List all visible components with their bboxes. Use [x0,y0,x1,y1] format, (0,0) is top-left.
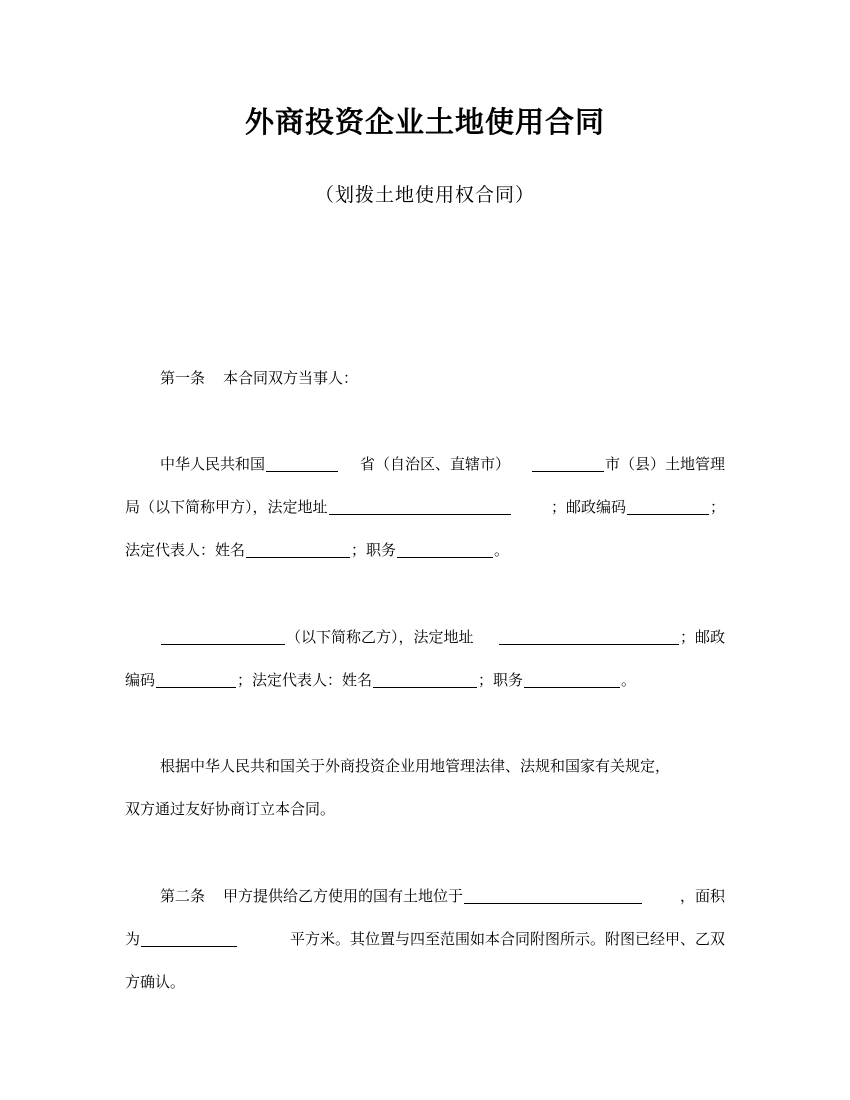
document-title: 外商投资企业土地使用合同 [244,105,605,139]
article-2-line-3: 方确认。 [125,973,186,991]
article-2-line-1: 第二条 甲方提供给乙方使用的国有土地位于 ，面积 [160,887,725,905]
party-b-postcode-blank [156,670,236,688]
party-a-line-1: 中华人民共和国 省（自治区、直辖市） 市（县）土地管理 [160,455,725,473]
party-b-line-2: 编码 ；法定代表人：姓名 ；职务 。 [125,671,637,689]
party-b-name-blank [161,627,285,645]
party-b-address-blank [499,627,679,645]
party-b-line-1: （以下简称乙方），法定地址 ；邮政 [125,616,725,659]
land-location-blank [464,886,642,904]
basis-paragraph [125,745,725,831]
basis-line-2: 双方通过友好协商订立本合同。 [125,800,336,818]
article-1-number: 第一条 [160,369,206,387]
party-b-position-blank [524,670,620,688]
party-a-paragraph [125,443,725,572]
party-a-line-3: 法定代表人：姓名 ；职务 。 [125,541,510,559]
article-2-paragraph [125,875,725,1004]
party-a-line-2: 局（以下简称甲方），法定地址 ；邮政编码 ； [125,498,725,516]
article-2-line-2: 为 平方米。其位置与四至范围如本合同附图所示。附图已经甲、乙双 [125,930,725,948]
party-b-paragraph [125,616,725,702]
city-blank [532,454,604,472]
party-a-address-blank [329,497,511,515]
party-b-rep-name-blank [373,670,477,688]
basis-line-1: 根据中华人民共和国关于外商投资企业用地管理法律、法规和国家有关规定， [160,757,671,775]
article-1-heading [125,357,725,400]
party-a-postcode-blank [627,497,709,515]
article-2-number: 第二条 [160,887,206,905]
party-a-position-blank [397,540,493,558]
province-blank [266,454,338,472]
article-1-text: 本合同双方当事人： [223,369,359,387]
land-area-blank [141,929,237,947]
party-a-name-blank [246,540,350,558]
document-subtitle: （划拨土地使用权合同） [314,184,535,206]
